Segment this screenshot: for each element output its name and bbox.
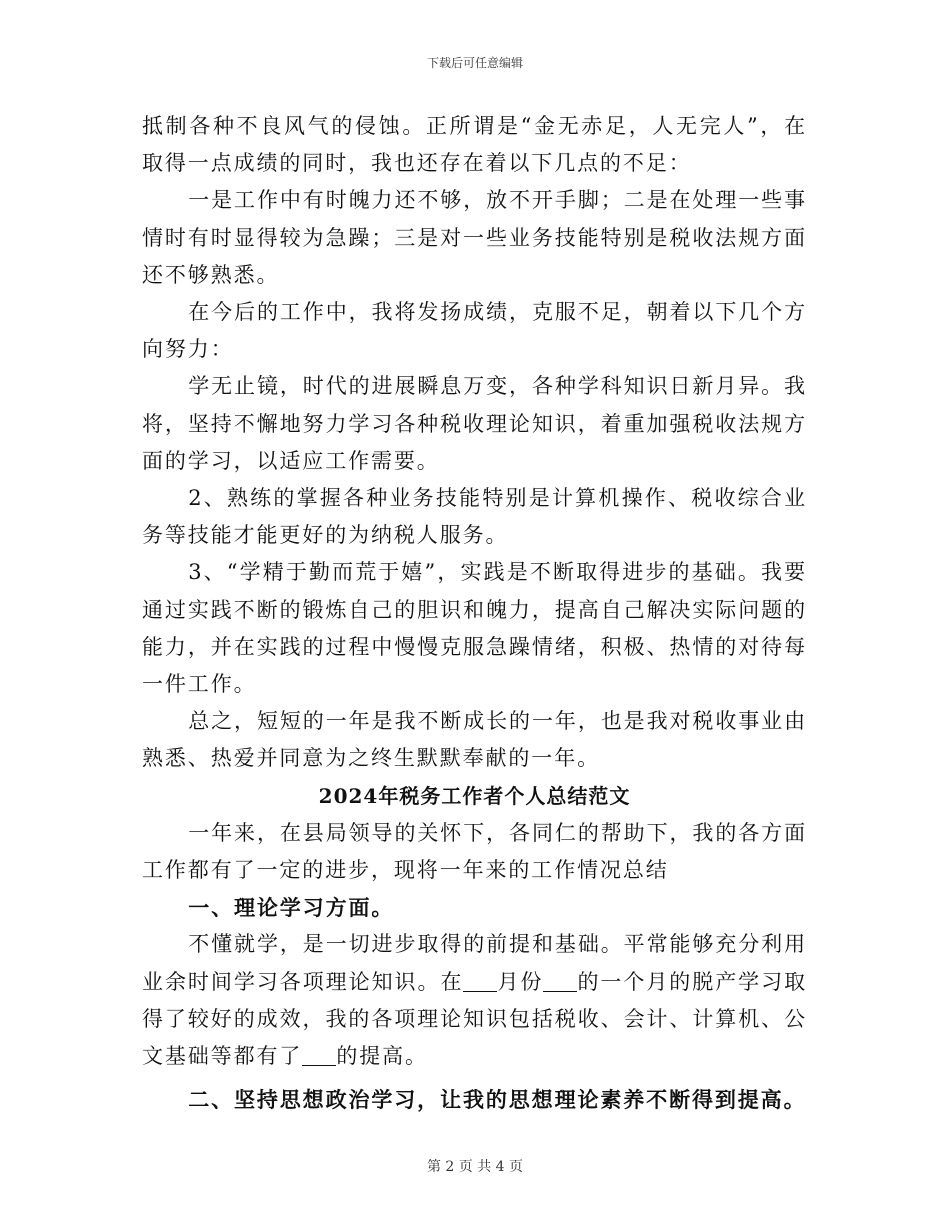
paragraph: 3、“学精于勤而荒于嬉”，实践是不断取得进步的基础。我要通过实践不断的锻炼自己的胆识和魄力，提高自己解决实际问题的能力，并在实践的过程中慢慢克服急躁情绪，积极、热情的对待每一件工作。: [142, 560, 807, 697]
paragraph: 一年来，在县局领导的关怀下，各同仁的帮助下，我的各方面工作都有了一定的进步，现将一年来的工作情况总结: [142, 820, 807, 883]
paragraph: 2、熟练的掌握各种业务技能特别是计算机操作、税收综合业务等技能才能更好的为纳税人服务。: [142, 486, 807, 548]
paragraph-text: 月份: [497, 969, 544, 994]
section-heading: 一、理论学习方面。: [188, 895, 395, 921]
page-header: 下载后可任意编辑: [426, 56, 523, 70]
fill-blank: [302, 1044, 336, 1066]
paragraph: 一是工作中有时魄力还不够，放不开手脚；二是在处理一些事情时有时显得较为急躁；三是对一些业务技能特别是税收法规方面还不够熟悉。: [142, 188, 807, 287]
paragraph: [142, 926, 807, 1075]
paragraph: 在今后的工作中，我将发扬成绩，克服不足，朝着以下几个方向努力：: [142, 300, 807, 362]
document-body: [142, 108, 807, 1118]
paragraph: 抵制各种不良风气的侵蚀。正所谓是“金无赤足，人无完人”，在取得一点成绩的同时，我也还存在着以下几点的不足：: [142, 114, 807, 176]
paragraph: 学无止镜，时代的进展瞬息万变，各种学科知识日新月异。我将，坚持不懈地努力学习各种税收理论知识，着重加强税收法规方面的学习，以适应工作需要。: [142, 374, 807, 473]
paragraph: 总之，短短的一年是我不断成长的一年，也是我对税收事业由熟悉、热爱并同意为之终生默默奉献的一年。: [142, 709, 807, 771]
paragraph-text: 不懂就学，是一切进步取得的前提和基础。平常能够充分利用业余时间学习各项理论知识。在: [142, 932, 807, 994]
paragraph-text: 的一个月的脱产学习取得了较好的成效，我的各项理论知识包括税收、会计、计算机、公文基础等都有了: [142, 969, 807, 1069]
section-heading: 二、坚持思想政治学习，让我的思想理论素养不断得到提高。: [188, 1087, 807, 1113]
fill-blank: [543, 970, 577, 992]
paragraph-text: 的提高。: [336, 1044, 428, 1069]
page-footer: 第 2 页 共 4 页: [426, 1159, 524, 1175]
fill-blank: [463, 970, 497, 992]
section-title: 2024年税务工作者个人总结范文: [318, 783, 631, 808]
